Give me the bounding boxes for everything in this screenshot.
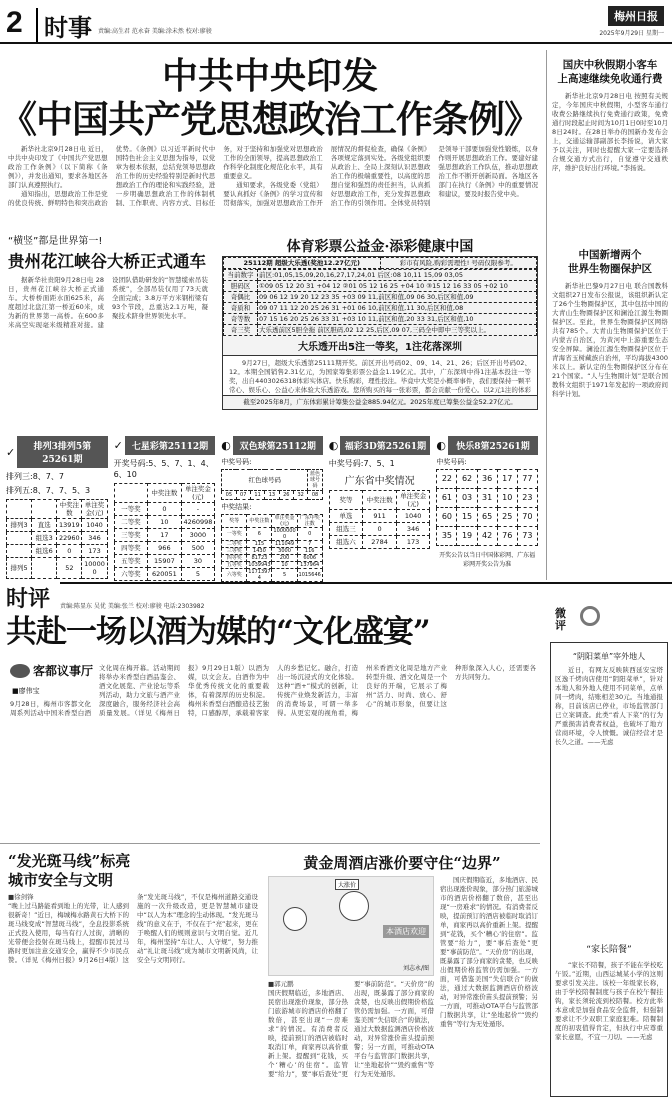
table-row: [114, 516, 215, 529]
table-row: [114, 555, 215, 568]
table-cell: 组选六: [329, 536, 363, 549]
kl8-number: 73: [517, 527, 537, 546]
cartoon-credit: 刘志永/图: [402, 965, 429, 972]
opinion-rule: [60, 582, 672, 584]
toll-headline-line2: 上高速继续免收通行费: [557, 73, 663, 85]
logo-spacer: [10, 664, 94, 700]
red-ball: 32: [293, 491, 307, 500]
draw-numbers: 排列三:8、7、7: [6, 472, 64, 481]
divider: [0, 843, 540, 844]
kl8-number: 25: [497, 508, 517, 527]
kl8-number: 61: [437, 489, 457, 508]
table-cell: 52: [57, 558, 82, 579]
table-row: [222, 555, 323, 562]
lottery-logo-icon: ◐: [328, 439, 339, 452]
table-cell: 奇三奖: [224, 325, 258, 336]
table-cell: 0: [363, 523, 397, 536]
table-cell: 组选6: [32, 545, 57, 558]
crosswalk-headline-line1: “发光斑马线”标亮: [8, 852, 131, 870]
table-cell: 3000: [272, 548, 297, 555]
kl8-number: 42: [477, 527, 497, 546]
prize-table: [329, 490, 431, 549]
table-head: [32, 500, 57, 519]
table-cell: [7, 532, 32, 545]
lottery-card: [221, 436, 323, 581]
table-cell: 五等奖: [222, 562, 247, 569]
draw-numbers: 开奖号码:5、5、7、1、4、6、10: [113, 459, 214, 479]
table-head: 25112期 超级大乐透(奖池12.27亿元): [224, 258, 381, 269]
lead-body: [8, 145, 538, 217]
table-cell: 二等奖: [222, 541, 247, 548]
table-cell: ①09 05 12 20 31 +04 12 ②01 05 12 16 25 +04 10 ③15 12 16 33 05 +02 10: [258, 281, 537, 292]
table-cell: 六等奖: [114, 568, 148, 581]
table-cell: 1039943: [248, 562, 271, 568]
table-cell: 胆码区: [224, 281, 258, 292]
price-sign: 大涨价: [335, 879, 359, 890]
lottery-box: [222, 256, 538, 410]
table-row: [329, 523, 430, 536]
table-cell: 22960: [57, 532, 82, 545]
numbers-label: 中奖号码:: [221, 458, 252, 466]
table-head: [7, 500, 32, 519]
table-cell: 单选: [329, 510, 363, 523]
micro-body: 近日，有网友反映陕西延安宝塔区逸千烤肉店使用“阴阳菜单”，针对本地人和外地人使用不同菜单，点单同一烤肉，结账相差30元。当地通报称，目前该店已停业，市场监管部门已立案调查。此类“看人下菜”的行为严重损害消费者权益，也破坏了地方营商环境，令人愤慨。诚信经营才是长久之道。——无虑: [555, 666, 663, 746]
bridge-body: 据新华社贵阳9月28日电 28日，贵州花江峡谷大桥正式通车。大桥桥面距水面625米，高度超过北盘江第一桥近60米，成为新的世界第一高桥。在600多米高空实现毫米级精准对接。建设团队借助研发的“智慧缆索吊装系统”，全部吊装仅用了73天就全面完成；3.8万平方米钢桁梁有93个节段，总重达2.1万吨，凝聚技术跻身世界领先水平。: [8, 276, 208, 329]
prize-table: [221, 514, 323, 582]
table-head: 单注奖金(元): [82, 500, 107, 519]
kl8-number: 65: [477, 508, 497, 527]
table-cell: 排列5: [7, 558, 32, 579]
table-cell: 一等奖: [222, 528, 247, 541]
lottery-card: [329, 436, 431, 578]
table-cell: 137964: [297, 562, 322, 569]
table-cell: 173: [82, 545, 107, 558]
cartoon-illustration: [268, 876, 434, 976]
table-cell: 直选: [32, 519, 57, 532]
page-number: 2: [6, 6, 23, 39]
table-cell: 13919: [57, 519, 82, 532]
table-row: [222, 548, 323, 555]
table-cell: 组选三: [329, 523, 363, 536]
table-row: [224, 325, 537, 336]
table-cell: 5: [181, 568, 215, 581]
column-divider: [546, 50, 547, 580]
table-head: 中奖注数: [57, 500, 82, 519]
micro-body-2: “家长不陪餐，孩子不能在学校吃午饭。”近期，山西运城某小学的这则要求引发关注。该校一年级家长称，由于学校陪餐制度与孩子在校午餐挂钩，家长须轮流到校陪餐。校方此举本意或是加强食品安全监督，但强制要求让不少双职工家庭犯难。陪餐制度的初衷值得肯定，但执行中应尊重家长意愿，不宜一刀切。——无虑: [555, 961, 663, 1041]
kl8-number: 23: [517, 489, 537, 508]
table-cell: 奇偶比: [224, 292, 258, 303]
table-cell: 200: [272, 555, 297, 562]
kl8-number: 22: [437, 470, 457, 489]
table-cell: 大乐透前区5胆全拖 前区胆码,02 12 25,后区,09 07,三码全中即中三等奖以上。: [258, 325, 537, 336]
lottery-card: [6, 436, 108, 578]
micro-tag-2: 评: [555, 619, 566, 632]
table-cell: 排列3: [7, 519, 32, 532]
red-ball: 11: [250, 491, 264, 500]
table-cell: 966: [148, 542, 182, 555]
table-row: [222, 569, 323, 582]
kl8-number: 31: [477, 489, 497, 508]
table-cell: 三等奖: [114, 529, 148, 542]
biosphere-headline-line1: 中国新增两个: [578, 249, 642, 261]
micro-title-2: “家长陪餐”: [586, 945, 632, 955]
table-cell: 7: [297, 541, 322, 548]
prize-table: [114, 483, 216, 581]
table-cell: 5: [272, 569, 297, 582]
table-cell: 1040: [82, 519, 107, 532]
kl8-number: 10: [497, 489, 517, 508]
red-ball: 05: [222, 491, 236, 500]
table-head: 单注奖金(元): [272, 515, 297, 528]
opinion-text: 9月28日，梅州市客都文化周系列活动中国米香型白酒文化周在梅开幕。活动期间将举办米香型白酒品鉴会、酒文化展览、产业论坛等系列活动，助力文旅与酒产业深度融合，服务经济社会高质量发展。（详见《梅州日报》9月29日1版）以酒为媒，以文会友。白酒作为中华优秀传统文化的重要载体，有着深厚的历史积淀。梅州米香型白酒酿造技艺独特，口感醇厚，承载着客家人的乡愁记忆。融合，打造出一场沉浸式的文化体验。这种“酒+”模式的创新，让传统产业焕发新活力，丰富的消费场景，可谓一举多得。从更宏观的视角看，梅州米香酒文化周是地方产业转型升级、酒文化周是一个良好的开端，它展示了梅州“活力、时尚、放心、舒心”的城市形象，但要让这种形象深入人心，还需要各方共同努力。: [10, 664, 536, 717]
table-cell: [32, 558, 57, 579]
hotel-body-left: [268, 980, 434, 1098]
lottery-title: 排列3排列5第25261期: [17, 436, 107, 468]
magnifier-icon: [580, 606, 600, 626]
table-cell: 15907: [148, 555, 182, 568]
table-cell: 07 15 16 20 25 26 33 31 +03 10 11,前区和值,20 33 31,后区和值,10: [258, 314, 537, 325]
biosphere-body: 新华社巴黎9月27日电 联合国教科文组织27日发布公报说，该组织新认定了26个生物圈保护区，其中包括中国的大青山生物圈保护区和澜沧江源生物圈保护区。至此，世界生物圈保护区网络共有785个。大青山生物圈保护区位于内蒙古自治区，为黄河中上游重要生态安全屏障。澜沧江源生物圈保护区位于青海省玉树藏族自治州，平均海拔4300米以上。新认定的生物圈保护区分布在21个国家。“人与生物圈计划”是联合国教科文组织于1971年发起的一项政府间科学计划。: [552, 282, 668, 398]
kl8-grid: [436, 469, 538, 546]
kl8-number: 77: [517, 470, 537, 489]
table-cell: 346: [82, 532, 107, 545]
table-cell: 09 06 12 19 20 12 23 35 +03 09 11,前区和值,09 06 30,后区和值,09: [258, 292, 537, 303]
table-head: 奖等: [329, 491, 363, 510]
paragraph: 通知要求，各级党委（党组）要认真抓好《条例》的学习宣传和贯彻落实，加强对思想政治工作开展情况的督促检查，确保《条例》各项规定落到实处。各级党组织要从政治上、全局上深刻认识思想政治工作的极端重要性，以高度的思想自觉和强烈的责任担当，认真抓好思想政治工作，充分发挥思想政治工作的引领作用。全体党员特别是领导干部要加强党性锻炼，以身作则开展思想政治工作。要建好建强思想政治工作队伍，推动思想政治工作不断开创新局面。各地区各部门在执行《条例》中的重要情况和建议，要及时报告党中央。: [223, 145, 538, 207]
table-row: [114, 503, 215, 516]
paragraph: 新华社北京9月28日电 近日，中共中央印发了《中国共产党思想政治工作条例》（以下简称《条例》），并发出通知，要求各地区各部门认真遵照执行。: [8, 145, 108, 189]
table-cell: 五等奖: [114, 555, 148, 568]
table-cell: 116: [297, 548, 322, 555]
lottery-card: [114, 436, 216, 578]
kl8-number: 03: [457, 489, 477, 508]
table-row: [224, 303, 537, 314]
blue-ball: 08: [308, 491, 322, 500]
toll-headline: [552, 58, 668, 86]
kl8-number: 76: [497, 527, 517, 546]
red-ball: 07: [236, 491, 250, 500]
clerk-figure: [339, 891, 369, 921]
table-row: [114, 568, 215, 581]
table-row: [7, 519, 108, 532]
draw-numbers: 排列五:8、7、7、5、3: [6, 486, 91, 495]
table-cell: 346: [396, 523, 430, 536]
dlt-table: [223, 257, 537, 269]
lead-headline-line1: 中共中央印发: [161, 55, 378, 97]
crosswalk-headline: [8, 852, 130, 890]
table-row: [224, 292, 537, 303]
micro-tag: [555, 608, 566, 632]
table-cell: 三等奖: [222, 548, 247, 555]
red-ball: 13: [265, 491, 279, 500]
hotel-body-right: 国庆假期临近，多地酒店、民宿出现涨价现象，部分热门旅游城市的酒店价格翻了数倍，甚至出现“一房难求”的情况。有消费者反映，提前预订的酒店被临时取消订单，商家再以高价重新上架。提醒到“花钱，买个‘糟心’的住宿”。监管要“给力”，要“事后查处”更要“事前防范”。“天价房”的出现，既暴露了部分商家的贪婪，也反映出假期价格监管仍需加强。一方面，可借鉴美国“失信联合”的做法，通过大数据监测酒店价格波动，对异常涨价苗头提前预警；另一方面，可推动OTA平台与监管部门数据共享，让“坐地起价”“毁约重售”等行为无处遁形。: [440, 876, 538, 1028]
lottery-logo-icon: ✓: [6, 445, 16, 459]
kl8-number: 17: [497, 470, 517, 489]
column-name: 客都议事厅: [33, 664, 94, 678]
table-cell: 奇质和: [224, 303, 258, 314]
table-row: [7, 558, 108, 579]
kl8-number: 70: [517, 508, 537, 527]
micro-box: [550, 642, 668, 1097]
crosswalk-body: [8, 893, 258, 1098]
table-head: 奖等: [222, 515, 247, 528]
table-cell: 前区:01,05,15,09,20,16,27,17,24,01 后区:08 10,11 15,09 03,05: [258, 270, 537, 281]
kl8-note: 开奖公告以当日中国体彩网、广东福彩网开奖公告为准: [439, 552, 536, 568]
table-head: 单注奖金(元): [396, 491, 430, 510]
table-row: [114, 529, 215, 542]
opinion-section-title: 时评: [6, 587, 51, 612]
lottery-title: 福彩3D第25261期: [340, 436, 430, 455]
table-cell: 6006: [297, 555, 322, 562]
table-cell: 4260998: [181, 516, 215, 529]
numbers-label: 中奖号码:: [436, 458, 467, 466]
kl8-number: 60: [437, 508, 457, 527]
paper-logo: 梅州日报: [608, 6, 664, 26]
dlt-body: 9月27日，超级大乐透第25111期开奖。前区开出号码02、09、14、21、26；后区开出号码02、12。本期全国销售2.31亿元，为国家筹集彩票公益金1.19亿元。其中，广东深圳中得1注基本投注一等奖，出自4403026318体彩实体店。快乐购彩，理性投注。毕竟中大奖是小概率事件，我们要保持一颗平常心、娱乐心、公益心来体验大乐透游戏。您所购买的每一张彩票，都会贡献一份爱心。以2元1注的体彩: [223, 356, 537, 395]
table-head: 彩市有风险,购彩需理性! 号码仅限参考。: [380, 258, 537, 269]
table-cell: 0: [148, 503, 182, 516]
table-cell: 111049: [272, 541, 297, 548]
ssq-numbers: [221, 469, 323, 500]
table-cell: [7, 545, 32, 558]
table-cell: 0: [57, 545, 82, 558]
lottery-card: [436, 436, 538, 578]
opinion-author: ■廖伟宝: [12, 687, 40, 695]
result-label: 中奖结果:: [221, 503, 252, 511]
table-row: [329, 536, 430, 549]
table-cell: 500: [181, 542, 215, 555]
kl8-number: 36: [477, 470, 497, 489]
table-row: [329, 510, 430, 523]
prize-table: [6, 499, 108, 579]
table-cell: 二等奖: [114, 516, 148, 529]
table-cell: 3000: [181, 529, 215, 542]
opinion-editors: 责编:陈显东 吴优 美编:张兰 校对:廖骏 电话:2303982: [60, 603, 205, 610]
table-cell: 17: [148, 529, 182, 542]
micro-tag-1: 微: [555, 607, 566, 620]
table-cell: 115: [247, 541, 272, 548]
table-cell: 10000000: [273, 528, 296, 540]
toll-headline-line1: 国庆中秋假期小客车: [562, 59, 658, 71]
crosswalk-text: “晚上过马路能看到地上的光带，让人感到很新奇！”近日，梅城梅水路黄石大桥下的斑马线变成“智慧斑马线”，全息投影系统正式投入使用，每当有行人过街，清晰的光带便会投射在斑马线上，提醒市民过马路时更加注意交通安全，赢得不少市民点赞。（详见《梅州日报》9月26日4版）这条“发光斑马线”，不仅是梅州道路交通设施的一次升级改造，更是智慧城市建设中“以人为本”理念的生动体现。“发光斑马线”的意义在于，不仅在于“亮”起来，更在于唤醒人们的规则意识与文明自觉。近几年，梅州坚持“车让人、人守规”，努力推动“礼让斑马线”成为城市文明新风尚，让安全与文明同行。: [8, 893, 258, 964]
table-head: 单注奖金(元): [181, 484, 215, 503]
table-cell: 100000: [82, 558, 107, 579]
table-cell: 2784: [363, 536, 397, 549]
section-title: 时事: [36, 8, 92, 43]
opinion-headline: 共赴一场以酒为媒的“文化盛宴”: [6, 614, 430, 650]
table-cell: 四等奖: [222, 555, 247, 562]
kl8-number: 19: [457, 527, 477, 546]
micro-title: “阴阳菜单”宰外地人: [572, 652, 646, 661]
table-cell: 81723: [247, 555, 272, 562]
lead-headline-line2: 《中国共产党思想政治工作条例》: [0, 97, 540, 141]
table-head: 广东中奖注数: [297, 515, 322, 528]
table-cell: 09 07 11 12 20 25 26 31 +01 06 10,前区和值,11 30,后区和值,08: [258, 303, 537, 314]
table-head: 中奖注数: [247, 515, 272, 528]
table-cell: 911: [363, 510, 397, 523]
lottery-logo-icon: ◐: [436, 439, 446, 452]
lottery-title: 双色球第25112期: [233, 436, 323, 455]
table-cell: 奇等数: [224, 314, 258, 325]
table-cell: 30: [181, 555, 215, 568]
bridge-kicker: “横竖”都是世界第一!: [8, 236, 103, 247]
dlt-footer: 截至2025年8月，广东体彩累计筹集公益金885.94亿元。2025年度已筹集公益金52.27亿元。: [223, 395, 537, 409]
table-cell: -: [181, 503, 215, 516]
lottery-logo-icon: ◐: [221, 439, 231, 452]
draw-numbers: 中奖号码:7、5、1: [328, 459, 395, 468]
red-label: 红色球号码: [222, 470, 308, 491]
table-row: [222, 541, 323, 548]
lottery-title: 七星彩第25112期: [125, 436, 215, 455]
table-cell: 620051: [148, 568, 182, 581]
table-row: [224, 270, 537, 281]
table-cell: 11713974: [248, 569, 271, 581]
bridge-headline: 贵州花江峡谷大桥正式通车: [8, 252, 206, 271]
blue-label: 蓝色球号码: [308, 470, 322, 491]
traveler-figure: [283, 907, 307, 931]
table-row: [222, 562, 323, 569]
header-rule: [0, 42, 672, 44]
crosswalk-author: ■徐剑锋: [8, 893, 34, 901]
kl8-number: 62: [457, 470, 477, 489]
table-cell: 1040: [396, 510, 430, 523]
lottery-results-row: [6, 436, 538, 581]
lottery-box-title: 体育彩票公益金·添彩健康中国: [286, 239, 474, 255]
hotel-author: ■郭元鹏: [268, 980, 294, 988]
table-cell: 0: [297, 528, 322, 541]
table-cell: 四等奖: [114, 542, 148, 555]
table-cell: 六等奖: [222, 569, 247, 582]
table-head: 中奖注数: [148, 484, 182, 503]
dlt-rows: [223, 269, 537, 336]
dlt-headline: 大乐透开出5注一等奖，1注花落深圳: [223, 336, 537, 356]
toll-body: 新华社北京9月28日电 按照有关规定，今年国庆中秋假期，小型客车通行收费公路继续执行免费通行政策，免费通行时段起止时间为10月1日0时至10月8日24时。在28日举办的国新办发布会上，交通运输部副部长李扬说，请大家予以关注，同时也提醒大家一定要选择合规交通方式出行，自觉遵守交通秩序，维护良好出行环境。”李扬说。: [552, 92, 668, 172]
table-row: [224, 314, 537, 325]
table-head: [114, 484, 148, 503]
table-cell: 6: [247, 528, 272, 541]
table-head: 中奖注数: [363, 491, 397, 510]
hotel-headline: 黄金周酒店涨价要守住“边界”: [303, 854, 501, 872]
table-cell: 173: [396, 536, 430, 549]
kl8-number: 35: [437, 527, 457, 546]
issue-date: 2025年9月29日 星期一: [599, 30, 664, 37]
hotel-text: 国庆假期临近，多地酒店、民宿出现涨价现象，部分热门旅游城市的酒店价格翻了数倍，甚至出现“一房难求”的情况。有消费者反映，提前预订的酒店被临时取消订单，商家再以高价重新上架。提醒到“花钱，买个‘糟心’的住宿”。监管要“给力”，要“事后查处”更要“事前防范”。“天价房”的出现，既暴露了部分商家的贪婪，也反映出假期价格监管仍需加强。一方面，可借鉴美国“失信联合”的做法，通过大数据监测酒店价格波动，对异常涨价苗头提前预警；另一方面，可推动OTA平台与监管部门数据共享，让“坐地起价”“毁约重售”等行为无处遁形。: [268, 980, 434, 1078]
table-row: [222, 528, 323, 541]
table-row: [7, 545, 108, 558]
paragraph: 通知指出，思想政治工作是党的优良传统、鲜明特色和突出政治优势。《条例》以习近平新时代中国特色社会主义思想为指导，以党章为根本依据，总结党领导思想政治工作的历史经验特别是新时代思想政治工作的理论和实践经验，进一步明确思想政治工作的体制机制、工作职责、内容方式、目标任务，对于坚持和加强党对思想政治工作的全面领导，提高思想政治工作科学化制度化规范化水平，具有重要意义。: [8, 145, 323, 207]
biosphere-headline: [552, 248, 668, 276]
crosswalk-headline-line2: 城市安全与文明: [8, 871, 114, 889]
table-row: [7, 532, 108, 545]
kl8-number: 15: [457, 508, 477, 527]
table-row: [224, 281, 537, 292]
table-cell: 10: [272, 562, 297, 569]
table-cell: 1430: [247, 548, 272, 555]
table-cell: 组选3: [32, 532, 57, 545]
hotel-sign: 本酒店欢迎: [383, 925, 429, 938]
table-cell: 一等奖: [114, 503, 148, 516]
lottery-subtitle: 广东省中奖情况: [344, 476, 415, 487]
opinion-body: [10, 664, 536, 840]
table-cell: 10: [148, 516, 182, 529]
red-ball: 26: [279, 491, 293, 500]
biosphere-headline-line2: 世界生物圈保护区: [568, 263, 652, 275]
table-cell: 当前数字: [224, 270, 258, 281]
lottery-title: 快乐8第25261期: [448, 436, 538, 455]
table-cell: 1015646: [297, 569, 322, 582]
table-row: [114, 542, 215, 555]
lottery-logo-icon: ✓: [113, 439, 123, 452]
editor-credits: 责编:高生君 范永奋 美编:涂未然 校对:廖骏: [98, 28, 212, 35]
